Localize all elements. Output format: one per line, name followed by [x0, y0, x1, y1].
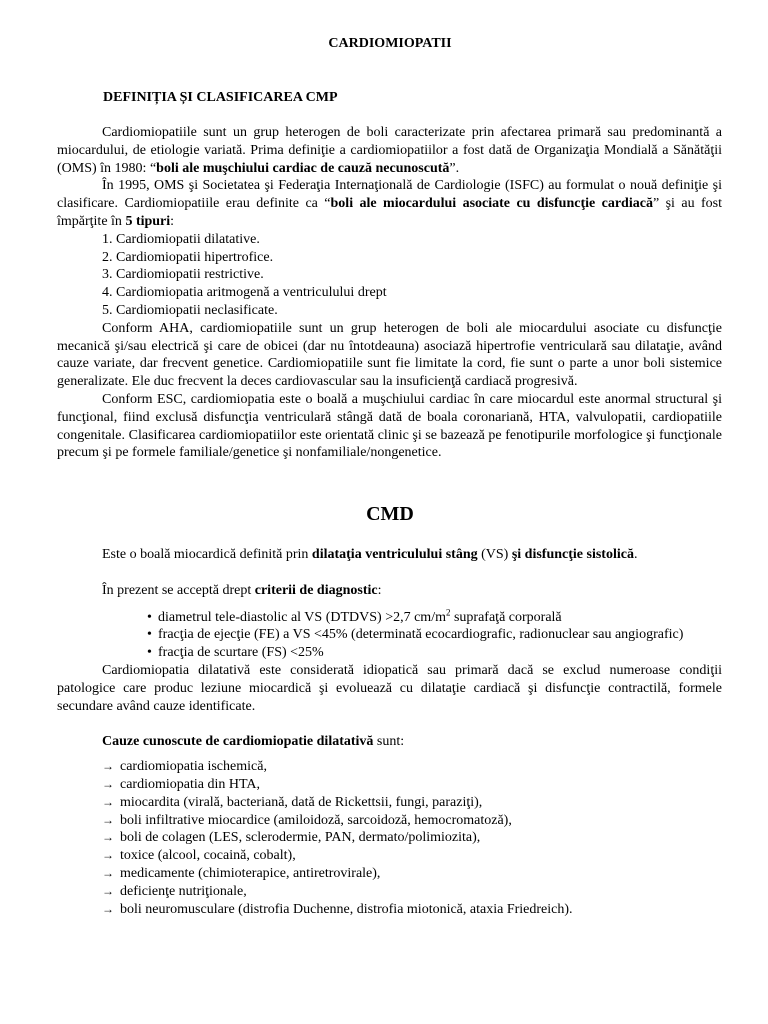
paragraph-esc: Conform ESC, cardiomiopatia este o boală a muşchiului cardiac în care miocardul este anormal structural şi funcţional, fiind exclusă disfuncţia ventriculară stângă dată de boala coronariană, HTA, valvulopatii, cardiopatiile congenitale. Clasificarea cardiomiopatiilor este orientată clinic şi se bazează pe fenotipurile morfologice şi funcţionale precum şi pe formele familiale/genetice şi nonfamiliale/nongenetice. — [57, 391, 722, 461]
arrow-icon: → — [102, 830, 114, 845]
causes-heading: Cauze cunoscute de cardiomiopatie dilatativă sunt: — [102, 734, 405, 750]
arrow-icon: → — [102, 759, 114, 774]
page-title: CARDIOMIOPATII — [328, 36, 452, 51]
list-item: 3. Cardiomiopatii restrictive. — [102, 267, 264, 283]
list-item: • fracţia de ejecţie (FE) a VS <45% (determinată ecocardiografic, radionuclear sau angiografic) — [147, 627, 684, 643]
arrow-icon: → — [102, 776, 114, 791]
cmd-definition: Este o boală miocardică definită prin dilataţia ventriculului stâng (VS) şi disfuncţie sistolică. — [102, 547, 638, 562]
criteria-list — [57, 606, 722, 662]
paragraph-oms-1995: În 1995, OMS şi Societatea şi Federaţia Internaţională de Cardiologie (ISFC) au formulat o nouă definiţie şi clasificare. Cardiomiopatiile erau definite ca “boli ale miocardului asociate cu disfuncţie cardiacă” şi au fost împărţite în 5 tipuri: — [57, 178, 723, 229]
types-list — [57, 231, 722, 320]
list-item: 4. Cardiomiopatia aritmogenă a ventriculului drept — [102, 285, 387, 301]
cmd-block — [57, 546, 722, 918]
paragraph-aha: Conform AHA, cardiomiopatiile sunt un grup heterogen de boli ale miocardului asociate cu disfuncţie mecanică şi/sau electrică şi care de obicei (dar nu întotdeauna) asociază hipertrofie ventriculară sau dilataţie, având cauze variate, dar frecvent genetice. Cardiomiopatiile sunt fie limitate la cord, fie sunt o parte a unor boli sistemice generalizate. Ele duc frecvent la deces cardiovascular sau la insuficienţă cardiacă progresivă. — [57, 320, 722, 390]
list-item: → boli infiltrative miocardice (amiloidoză, sarcoidoză, hemocromatoză), — [102, 812, 512, 828]
list-item: → medicamente (chimioterapice, antiretrovirale), — [102, 865, 381, 881]
arrow-icon: → — [102, 865, 114, 880]
list-item: → cardiomiopatia ischemică, — [102, 759, 267, 775]
section-heading: DEFINIȚIA ȘI CLASIFICAREA CMP — [103, 90, 338, 105]
list-item: 2. Cardiomiopatii hipertrofice. — [102, 249, 274, 265]
causes-list — [57, 758, 722, 918]
list-item: → deficienţe nutriţionale, — [102, 883, 247, 899]
cmd-title: CMD — [366, 503, 414, 525]
arrow-icon: → — [102, 848, 114, 863]
list-item: 5. Cardiomiopatii neclasificate. — [102, 302, 278, 318]
arrow-icon: → — [102, 812, 114, 827]
bullet-icon: • — [147, 609, 152, 625]
list-item: 1. Cardiomiopatii dilatative. — [102, 231, 260, 247]
list-item: → boli de colagen (LES, sclerodermie, PAN, dermato/polimiozita), — [102, 830, 481, 846]
list-item: → toxice (alcool, cocaină, cobalt), — [102, 848, 296, 864]
criteria-intro: În prezent se acceptă drept criterii de diagnostic: — [102, 582, 382, 598]
arrow-icon: → — [102, 901, 114, 916]
list-item: • fracţia de scurtare (FS) <25% — [147, 645, 324, 661]
list-item: → boli neuromusculare (distrofia Duchenne, distrofia miotonică, ataxia Friedreich). — [102, 901, 573, 917]
list-item: → cardiomiopatia din HTA, — [102, 776, 261, 792]
bullet-icon: • — [147, 627, 152, 643]
paragraph-oms-1980: Cardiomiopatiile sunt un grup heterogen de boli caracterizate prin afectarea primară sau predominantă a miocardului, de etiologie variată. Prima definiţie a cardiomiopatiilor a fost dată de Organizaţia Mondială a Sănătăţii (OMS) în 1980: “boli ale muşchiului cardiac de cauză necunoscută”. — [57, 125, 722, 176]
arrow-icon: → — [102, 794, 114, 809]
list-item: → miocardita (virală, bacteriană, dată de Rickettsii, fungi, paraziţi), — [102, 794, 483, 810]
definition-block — [57, 124, 722, 462]
list-item: • diametrul tele-diastolic al VS (DTDVS) >2,7 $cm/m^2$ suprafaţă corporală — [147, 606, 562, 625]
paragraph-idiopathic: Cardiomiopatia dilatativă este considerată idiopatică sau primară dacă se exclud numeroase condiţii patologice care produc leziune miocardică şi evoluează cu dilataţie cardiacă şi disfuncţie contractilă, formele secundare având cauze identificate. — [57, 662, 722, 714]
arrow-icon: → — [102, 883, 114, 898]
bullet-icon: • — [147, 645, 152, 661]
